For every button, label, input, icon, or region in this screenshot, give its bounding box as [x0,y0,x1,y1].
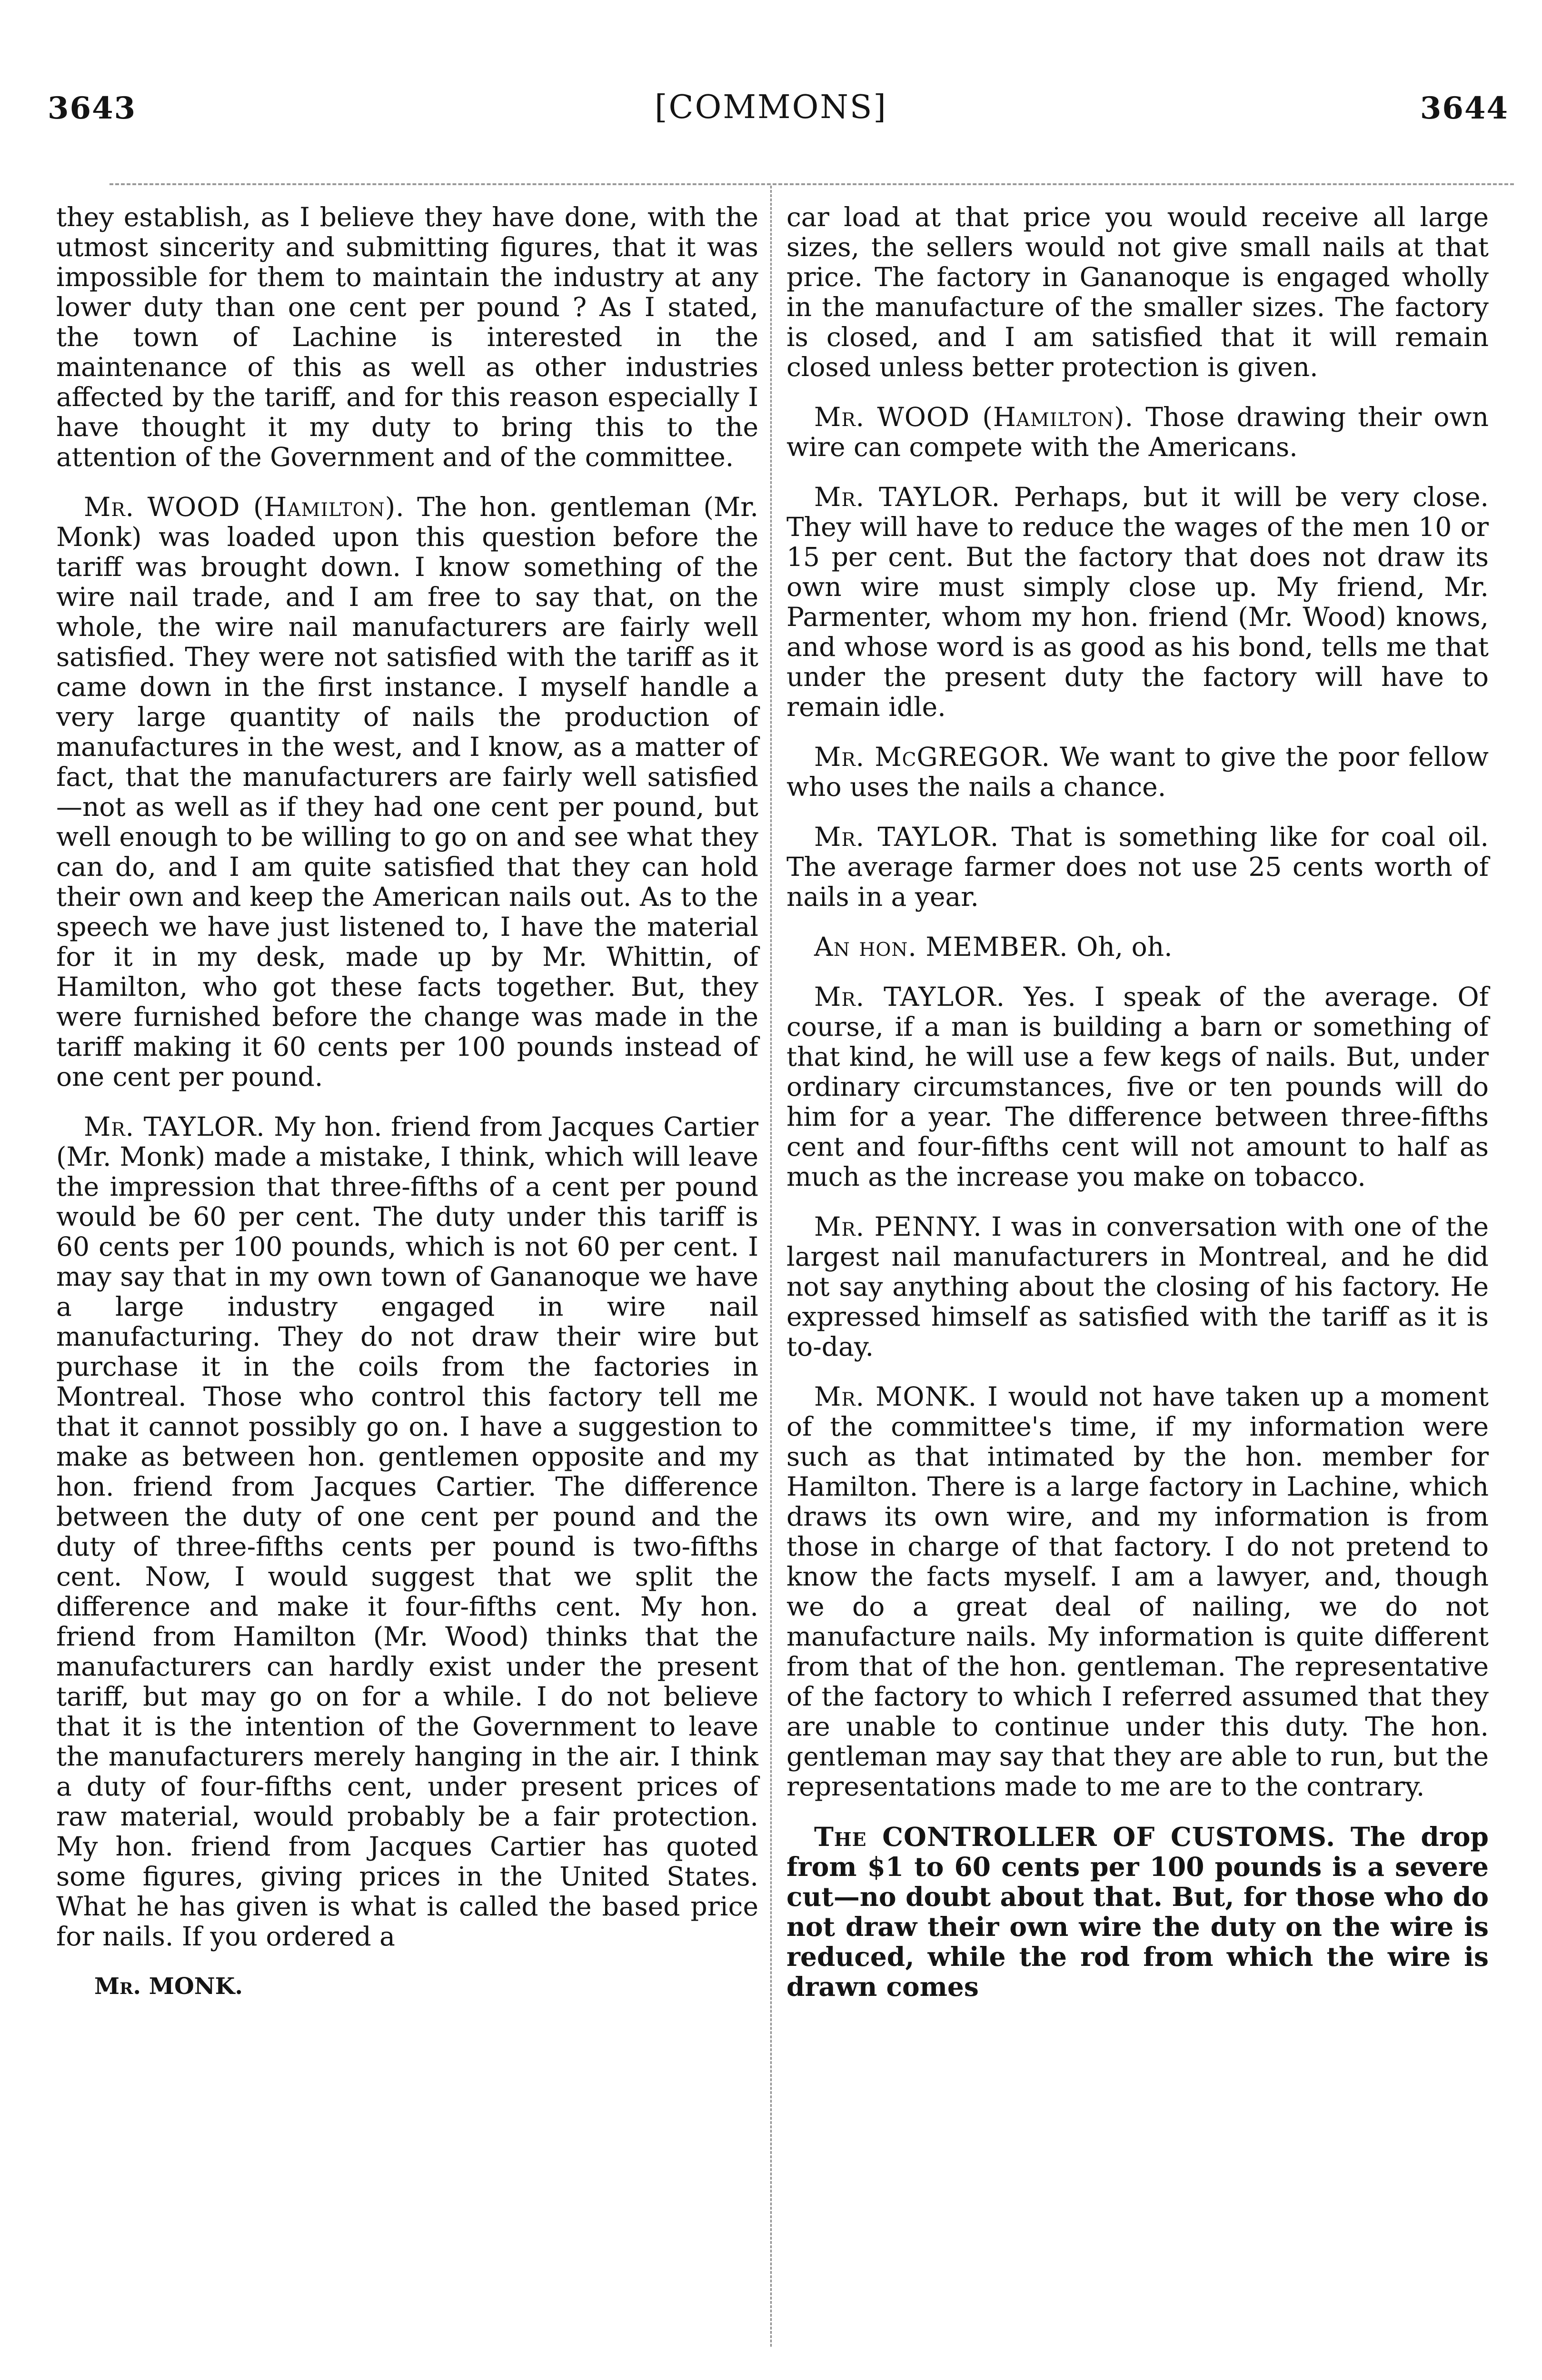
footer-speaker-catchword: Mr. MONK. [94,1973,243,2000]
paragraph-text: My hon. friend from Jacques Cartier (Mr. Monk) made a mistake, I think, which will leave the impression that three-fifths of a cent per pound would be 60 per cent. The duty under this tariff is 60 cents per 100 pounds, which is not 60 per cent. I may say that in my own town of Gananoque we have a large industry engaged in wire nail manufacturing. They do not draw their wire but purchase it in the coils from the factories in Montreal. Those who control this factory tell me that it cannot possibly go on. I have a suggestion to make as between hon. gentlemen opposite and my hon. friend from Jacques Cartier. The difference between the duty of one cent per pound and the duty of three-fifths cents per pound is two-fifths cent. Now, I would suggest that we split the difference and make it four-fifths cent. My hon. friend from Hamilton (Mr. Wood) thinks that the manufacturers can hardly exist under the present tariff, but may go on for a while. I do not believe that it is the intention of the Government to leave the manufacturers merely hanging in the air. I think a duty of four-fifths cent, under present prices of raw material, would probably be a fair protection. My hon. friend from Jacques Cartier has quoted some figures, giving prices in the United States. What he has given is what is called the based price for nails. If you ordered a [56,1111,758,1952]
left-column [56,202,758,2002]
paragraph-text: Those drawing their own wire can compete with the Americans. [786,402,1489,462]
running-head-title: [COMMONS] [655,89,887,126]
paragraph-text: I would not have taken up a moment of the committee's time, if my information were such as that intimated by the hon. member for Hamilton. There is a large factory in Lachine, which draws its own wire, and my information is from those in charge of that factory. I do not pretend to know the facts myself. I am a lawyer, and, though we do a great deal of nailing, we do not manufacture nails. My information is quite different from that of the hon. gentleman. The representative of the factory to which I referred assumed that they are unable to continue under this duty. The hon. gentleman may say that they are able to run, but the representations made to me are to the contrary. [786,1381,1489,1802]
left-page-number: 3643 [48,90,137,126]
speaker-name: The CONTROLLER OF CUSTOMS. [814,1821,1336,1852]
page-header [0,0,1542,152]
paragraph [786,742,1489,802]
paragraph [786,482,1489,722]
paragraph [786,932,1489,962]
paragraph [56,492,758,1092]
paragraph-text: We want to give the poor fellow who uses the nails a chance. [786,742,1489,802]
speaker-name: Mr. TAYLOR. [814,482,1001,512]
speaker-name: Mr. WOOD (Hamilton). [814,402,1134,432]
paragraph [786,202,1489,382]
paragraph-text: Perhaps, but it will be very close. They will have to reduce the wages of the men 10 or 15 per cent. But the factory that does not draw its own wire must simply close up. My friend, Mr. Parmenter, whom my hon. friend (Mr. Wood) knows, and whose word is as good as his bond, tells me that under the present duty the factory will have to remain idle. [786,482,1489,722]
paragraph [786,982,1489,1192]
paragraph-text: Oh, oh. [1076,932,1173,962]
paragraph [56,202,758,472]
paragraph [56,1112,758,1952]
paragraph-text: That is something like for coal oil. The average farmer does not use 25 cents worth of nails in a year. [786,822,1489,912]
paragraph [786,402,1489,462]
speaker-name: Mr. WOOD (Hamilton). [84,492,405,522]
right-page-number: 3644 [1420,90,1509,126]
paragraph-text: The hon. gentleman (Mr. Monk) was loaded upon this question before the tariff was brought down. I know something of the wire nail trade, and I am free to say that, on the whole, the wire nail manufacturers are fairly well satisfied. They were not satisfied with the tariff as it came down in the first instance. I myself handle a very large quantity of nails the production of manufactures in the west, and I know, as a matter of fact, that the manufacturers are fairly well satisfied —not as well as if they had one cent per pound, but well enough to be willing to go on and see what they can do, and I am quite satisfied that they can hold their own and keep the American nails out. As to the speech we have just listened to, I have the material for it in my desk, made up by Mr. Whittin, of Hamilton, who got these facts together. But, they were furnished before the change was made in the tariff making it 60 cents per 100 pounds instead of one cent per pound. [56,492,759,1092]
paragraph-text: I was in conversation with one of the largest nail manufacturers in Montreal, and he did not say anything about the closing of his factory. He expressed himself as satisfied with the tariff as it is to-day. [786,1211,1489,1362]
speaker-name: Mr. MONK. [814,1381,977,1412]
speaker-name: Mr. TAYLOR. [84,1111,265,1142]
paragraph-text: The drop from $1 to 60 cents per 100 pounds is a severe cut—no doubt about that. But, for those who do not draw their own wire the duty on the wire is reduced, while the rod from which the wire is drawn comes [786,1821,1489,2002]
speaker-name: An hon. MEMBER. [814,932,1068,962]
speaker-name: Mr. TAYLOR. [814,982,1005,1012]
paragraph [786,1212,1489,1362]
paragraph [786,1382,1489,1802]
speaker-name: Mr. McGREGOR. [814,742,1050,772]
paragraph-text: Yes. I speak of the average. Of course, if a man is building a barn or something of that kind, he will use a few kegs of nails. But, under ordinary circumstances, five or ten pounds will do him for a year. The difference between three-fifths cent and four-fifths cent will not amount to half as much as the increase you make on tobacco. [786,982,1489,1192]
paragraph [786,1822,1489,2002]
paragraph-text: they establish, as I believe they have done, with the utmost sincerity and submitting figures, that it was impossible for them to maintain the industry at any lower duty than one cent per pound ? As I stated, the town of Lachine is interested in the maintenance of this as well as other industries affected by the tariff, and for this reason especially I have thought it my duty to bring this to the attention of the Government and of the committee. [56,202,758,472]
paragraph [786,822,1489,912]
header-rule [109,183,1514,185]
speaker-name: Mr. TAYLOR. [814,822,999,852]
column-divider [770,186,772,2347]
right-column [786,202,1489,2022]
speaker-name: Mr. PENNY. [814,1211,982,1242]
paragraph-text: car load at that price you would receive all large sizes, the sellers would not give small nails at that price. The factory in Gananoque is engaged wholly in the manufacture of the smaller sizes. The factory is closed, and I am satisfied that it will remain closed unless better protection is given. [786,202,1489,382]
